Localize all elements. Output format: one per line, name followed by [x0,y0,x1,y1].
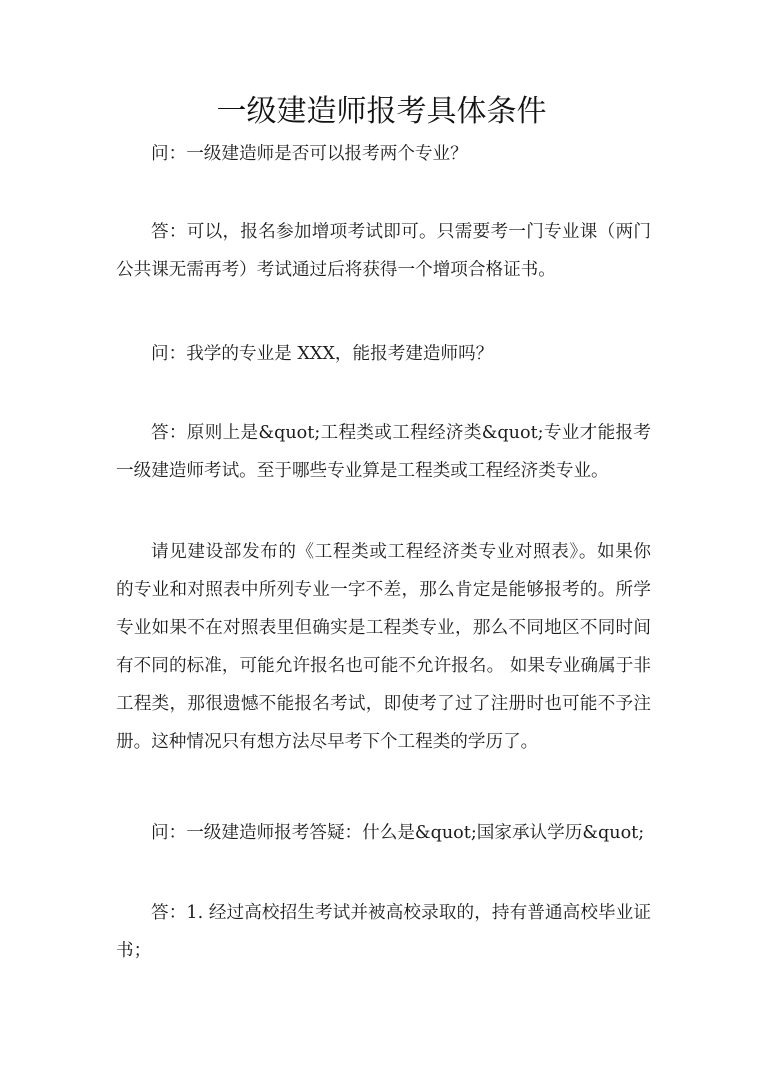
document-title: 一级建造师报考具体条件 [216,94,547,129]
question-paragraph: 问：我学的专业是 XXX，能报考建造师吗？ [151,344,494,364]
answer-paragraph: 答：原则上是&quot;工程类或工程经济类&quot;专业才能报考一级建造师考试。至于哪些专业算是工程类或工程经济类专业。 [116,423,651,481]
question-paragraph: 问：一级建造师报考答疑：什么是&quot;国家承认学历&quot; [151,823,645,843]
answer-paragraph: 答：1. 经过高校招生考试并被高校录取的，持有普通高校毕业证书； [116,903,651,961]
answer-paragraph: 答：可以，报名参加增项考试即可。只需要考一门专业课（两门公共课无需再考）考试通过后将获得一个增项合格证书。 [116,222,651,280]
question-paragraph: 问：一级建造师是否可以报考两个专业？ [151,144,468,164]
answer-paragraph: 请见建设部发布的《工程类或工程经济类专业对照表》。如果你的专业和对照表中所列专业一字不差，那么肯定是能够报考的。所学专业如果不在对照表里但确实是工程类专业，那么不同地区不同时间有不同的标准，可能允许报名也可能不允许报名。 如果专业确属于非工程类，那很遗憾不能报名考试，即使考了过了注册时也可能不予注册。这种情况只有想方法尽早考下个工程类的学历了。 [116,542,651,752]
